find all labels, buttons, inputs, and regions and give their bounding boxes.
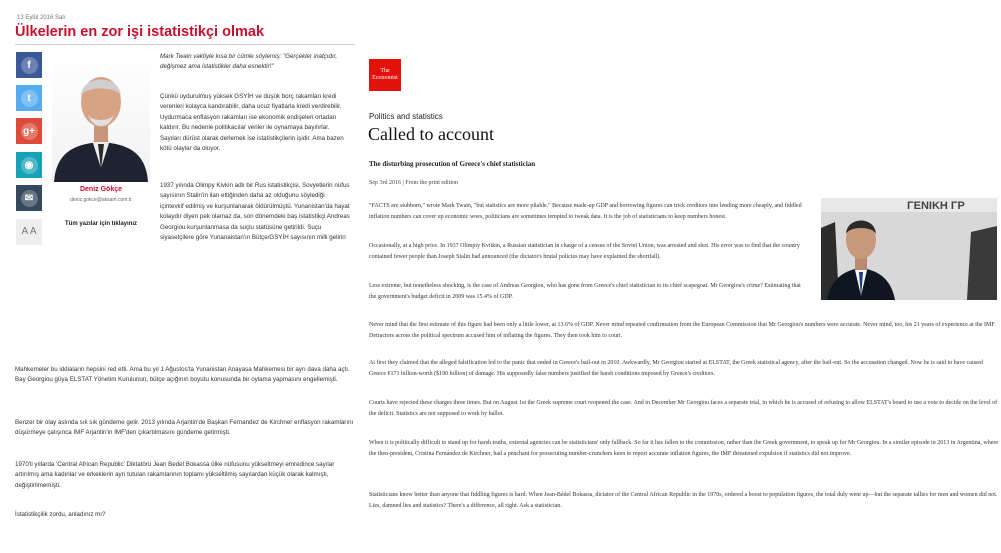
article-dateline: Sep 3rd 2016 | From the print edition [369, 180, 459, 186]
article-paragraph-2-wrap: 1937 yılında Olimpy Kivkin adlı bir Rus istatistikçisi, Sovyetlerin nüfus sayısının Stalin'in ilan ettiğinden daha az olduğunu söylediği içintevkif edilmiş ve kurşunlanarak öldürülmüştü. Yunanistan'da hayat kolaydır diyen pek olamaz da, son dönemdeki baş istatistikçi Andreas Georgiou kurşunlanmasa da suçlu statüsüne getirildi. Suçu siyasetçilere göre Yunanaistan'ın Bütçe/GSYİH sayısının milli gelirin [160, 182, 350, 242]
logo-line-2: Economist [372, 75, 398, 81]
person-silhouette-icon [821, 198, 997, 300]
article-paragraph-6: İstatistikçilik zordu, anladınız mı? [15, 511, 106, 518]
economist-logo[interactable] [369, 59, 401, 91]
article-paragraph-3: Less extreme, but nonetheless shocking, is the case of Andreas Georgiou, who has gone from Greece's chief statistician to its chief scapegoat. Mr Georgiou's crime? Estimating that the government's budget deficit in 2009 was 15.4% of GDP. [369, 283, 801, 300]
article-quote: Mark Twain vaktiyle kısa bir cümle söylemiş: "Gerçekler inatçıdır, değişmez ama istatistikler daha esnektir!" [160, 53, 338, 71]
aksam-article-panel [0, 0, 354, 553]
author-silhouette-icon [52, 50, 150, 182]
article-subheadline: The disturbing prosecution of Greece's chief statistician [369, 160, 536, 168]
economist-article-panel [355, 0, 1001, 553]
article-paragraph-1: Çünkü uydurulmuş yüksek GSYİH ve düşük borç rakamları kredi verenleri kolayca kandırabilir, daha ucuz fiyatlarla kredi verdirebilir. Uydurmaca enflasyon rakamları ise ekonomik endişeleri ortadan kaldırır. Bu nedenle politikacılar veriler ile oynamaya bayılırlar. Sayıları dürüst olarak derlemek ise istatistikçilerin işidir. Ama bazen kötü olaylar da oluyor. [160, 93, 344, 153]
article-paragraph-4: Never mind that the first estimate of this figure had been only a little lower, at 13.6% of GDP. Never mind repeated confirmation from the European Commission that Mr Georgiou's numbers were accurate. Never mind, too, his 21 years of experience at the IMF. Detractors across the political spectrum accused him of inflating the figures. They then took him to court. [369, 322, 996, 339]
article-date: 13 Eylül 2016 Salı [17, 15, 66, 21]
author-photo [52, 50, 150, 182]
georgiou-photo [821, 198, 997, 300]
section-label: Politics and statistics [369, 112, 443, 121]
article-paragraph-8: Statisticians know better than anyone that fiddling figures is hard. When Jean-Bédel Bokassa, dictator of the Central African Republic in the 1970s, ordered a boost to population figures, the total duly went up—but the separate tallies for men and women did not. Lies, damned lies and statistics? There's a difference, all right. Ask a statistician. [369, 492, 998, 509]
title-divider [15, 44, 355, 45]
article-paragraph-7: When it is politically difficult to stand up for harsh truths, external agencies can be statisticians' only fallback. So far it has fallen to the commission, rather than the Greek government, to speak up for Mr Georgiou. In a similar episode in 2013 in Argentina, where the then-president, Cristina Fernández de Kirchner, had a penchant for prosecuting number-crunchers keen to report accurate inflation figures, the IMF threatened expulsion if statistics did not improve. [369, 440, 999, 457]
article-paragraph-5: 1970'li yıllarda 'Central African Republic' Diktatörü Jean Bedel Bokassa ülke nüfusunu yükseltmeyi emredince sayılar artırılmış ama kadınlar ve erkeklerin ayrı tutulan rakamlarının toplamı yükseltilmiş sayılardan küçük olarak kalmıştı, değiştirilmemişti. [15, 461, 335, 489]
facebook-icon: f [21, 57, 38, 74]
twitter-share-button[interactable] [16, 85, 42, 111]
article-paragraph-3: Mahkemeler bu iddiaların hepsini red etti. Ama bu yıl 1 Ağustos'ta Yunanistan Anayasa Mahkemesi bir ayrı dava daha açtı. Bay Georgiou güya ELSTAT Yönetim Kurulunun, bütçe açığının boyutu konusunda bir oylama yapmasını engellemişti. [15, 366, 350, 384]
article-paragraph-2: Occasionally, at a high price. In 1937 Olimpiy Kvitkin, a Russian statistician in charge of a census of the Soviet Union, was arrested and shot. His error was to find that the country contained fewer people than Joseph Stalin had announced (the dictator's brutal policies may have explained the shortfall). [369, 243, 800, 260]
author-email-link[interactable]: deniz.gokce@aksam.com.tr [70, 197, 132, 203]
email-share-button[interactable] [16, 185, 42, 211]
share-icon: ◉ [21, 157, 38, 174]
share-button[interactable] [16, 152, 42, 178]
twitter-icon: t [21, 90, 38, 107]
article-paragraph-5: At first they claimed that the alleged falsification led to the panic that ended in Greece's bail-out in 2010. Awkwardly, Mr Georgiou started at ELSTAT, the Greek statistical agency, after the bail-out. So the accusation changed. Now he is said to have caused Greece €171 billion-worth ($190 billion) of damage. His supposedly false numbers justified the harsh conditions imposed by Greece's creditors. [369, 360, 983, 377]
article-paragraph-4: Benzer bir olay aslında sık sık gündeme gelir. 2013 yılında Arjantin'de Başkan Fernandez de Kirchner enflasyon rakamlarını düşürmeye çalışınca IMF Arjantin'in IMF'den çıkartılmasını gündeme getirmişti. [15, 419, 354, 437]
google-plus-icon: g+ [21, 123, 38, 140]
logo-line-1: The [380, 68, 390, 74]
email-icon: ✉ [21, 190, 38, 207]
article-title: Ülkelerin en zor işi istatistikçi olmak [15, 24, 265, 40]
sign-text: ΓΕΝΙΚΗ ΓΡ [907, 200, 965, 212]
article-paragraph-6: Courts have rejected these charges three times. But on August 1st the Greek supreme court reopened the case. And in December Mr Georgiou faces a separate trial, in which he is accused of refusing to allow ELSTAT's board to use a vote to decide on the level of the deficit. Statistics are not supposed to work by ballot. [369, 400, 998, 417]
article-paragraph-1: "FACTS are stubborn," wrote Mark Twain, "but statistics are more pliable." Because made-up GDP and borrowing figures can trick creditors into lending more cheaply, and fiddled inflation numbers can cover up economic woes, politicians are sometimes tempted to tweak data. It is the job of statisticians to keep numbers honest. [369, 203, 802, 220]
google-plus-share-button[interactable] [16, 118, 42, 144]
all-articles-link[interactable]: Tüm yazılar için tıklayınız [64, 221, 138, 227]
author-name: Deniz Gökçe [79, 186, 122, 193]
font-size-toggle[interactable]: A A [16, 219, 42, 245]
facebook-share-button[interactable] [16, 52, 42, 78]
article-headline: Called to account [368, 124, 494, 144]
